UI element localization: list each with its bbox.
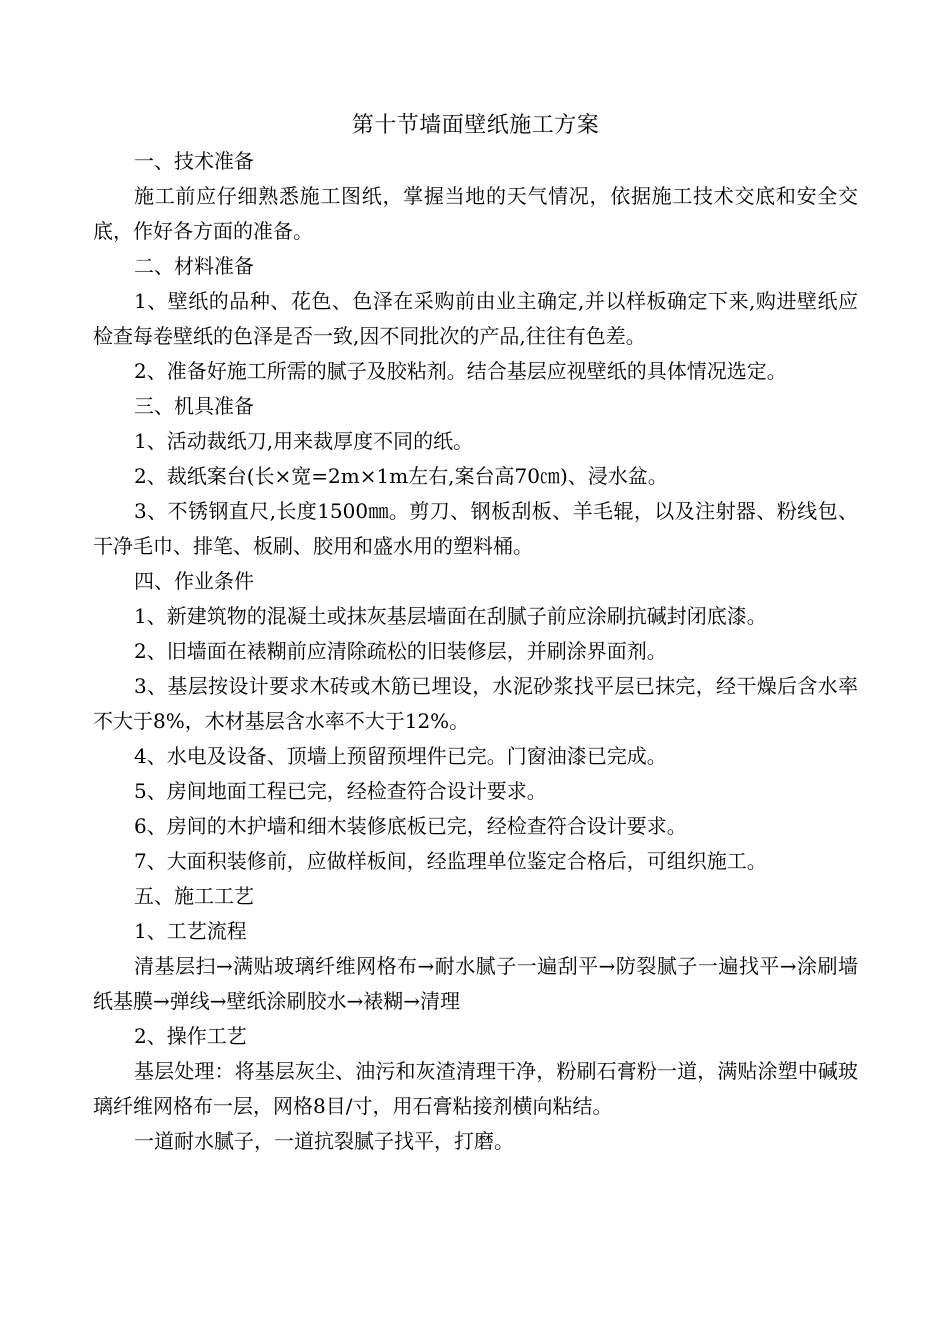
paragraph-tool-2: 2、裁纸案台(长×宽=2m×1m左右,案台高70㎝)、浸水盆。: [134, 464, 668, 488]
paragraph-condition-4: 4、水电及设备、顶墙上预留预埋件已完。门窗油漆已完成。: [134, 744, 667, 768]
paragraph-material-2: 2、准备好施工所需的腻子及胶粘剂。结合基层应视壁纸的具体情况选定。: [134, 359, 787, 383]
section-heading-technical-prep: 一、技术准备: [134, 149, 254, 173]
subheading-process-flow: 1、工艺流程: [134, 919, 247, 943]
paragraph-condition-3: 3、基层按设计要求木砖或木筋已埋设，水泥砂浆找平层已抹完，经干燥后含水率不大于8%，木材基层含水率不大于12%。: [93, 674, 858, 733]
paragraph-condition-6: 6、房间的木护墙和细木装修底板已完，经检查符合设计要求。: [134, 814, 687, 838]
paragraph-condition-1: 1、新建筑物的混凝土或抹灰基层墙面在刮腻子前应涂刷抗碱封闭底漆。: [134, 604, 767, 628]
paragraph-base-treatment: 基层处理：将基层灰尘、油污和灰渣清理干净，粉刷石膏粉一道，满贴涂塑中碱玻璃纤维网格布一层，网格8目/寸，用石膏粘接剂横向粘结。: [93, 1059, 858, 1118]
paragraph-material-1: 1、壁纸的品种、花色、色泽在采购前由业主确定,并以样板确定下来,购进壁纸应检查每卷壁纸的色泽是否一致,因不同批次的产品,往往有色差。: [93, 289, 858, 348]
paragraph-condition-2: 2、旧墙面在裱糊前应清除疏松的旧装修层，并刷涂界面剂。: [134, 639, 667, 663]
paragraph-putty: 一道耐水腻子，一道抗裂腻子找平，打磨。: [134, 1129, 514, 1153]
document-page: [93, 108, 858, 1159]
subheading-operation-process: 2、操作工艺: [134, 1024, 247, 1048]
paragraph-process-flow: 清基层扫→满贴玻璃纤维网格布→耐水腻子一遍刮平→防裂腻子一遍找平→涂刷墙纸基膜→弹线→壁纸涂刷胶水→裱糊→清理: [93, 954, 858, 1013]
section-heading-construction-process: 五、施工工艺: [134, 884, 254, 908]
paragraph-tool-3: 3、不锈钢直尺,长度1500㎜。剪刀、钢板刮板、羊毛辊，以及注射器、粉线包、干净毛巾、排笔、板刷、胶用和盛水用的塑料桶。: [93, 499, 858, 558]
paragraph-condition-7: 7、大面积装修前，应做样板间，经监理单位鉴定合格后，可组织施工。: [134, 849, 767, 873]
section-heading-material-prep: 二、材料准备: [134, 254, 254, 278]
paragraph-tool-1: 1、活动裁纸刀,用来裁厚度不同的纸。: [134, 429, 474, 453]
section-heading-tool-prep: 三、机具准备: [134, 394, 254, 418]
section-heading-work-conditions: 四、作业条件: [134, 569, 254, 593]
document-title: 第十节墙面壁纸施工方案: [351, 113, 600, 138]
paragraph-condition-5: 5、房间地面工程已完，经检查符合设计要求。: [134, 779, 547, 803]
paragraph-technical-prep: 施工前应仔细熟悉施工图纸，掌握当地的天气情况，依据施工技术交底和安全交底，作好各方面的准备。: [93, 184, 858, 243]
